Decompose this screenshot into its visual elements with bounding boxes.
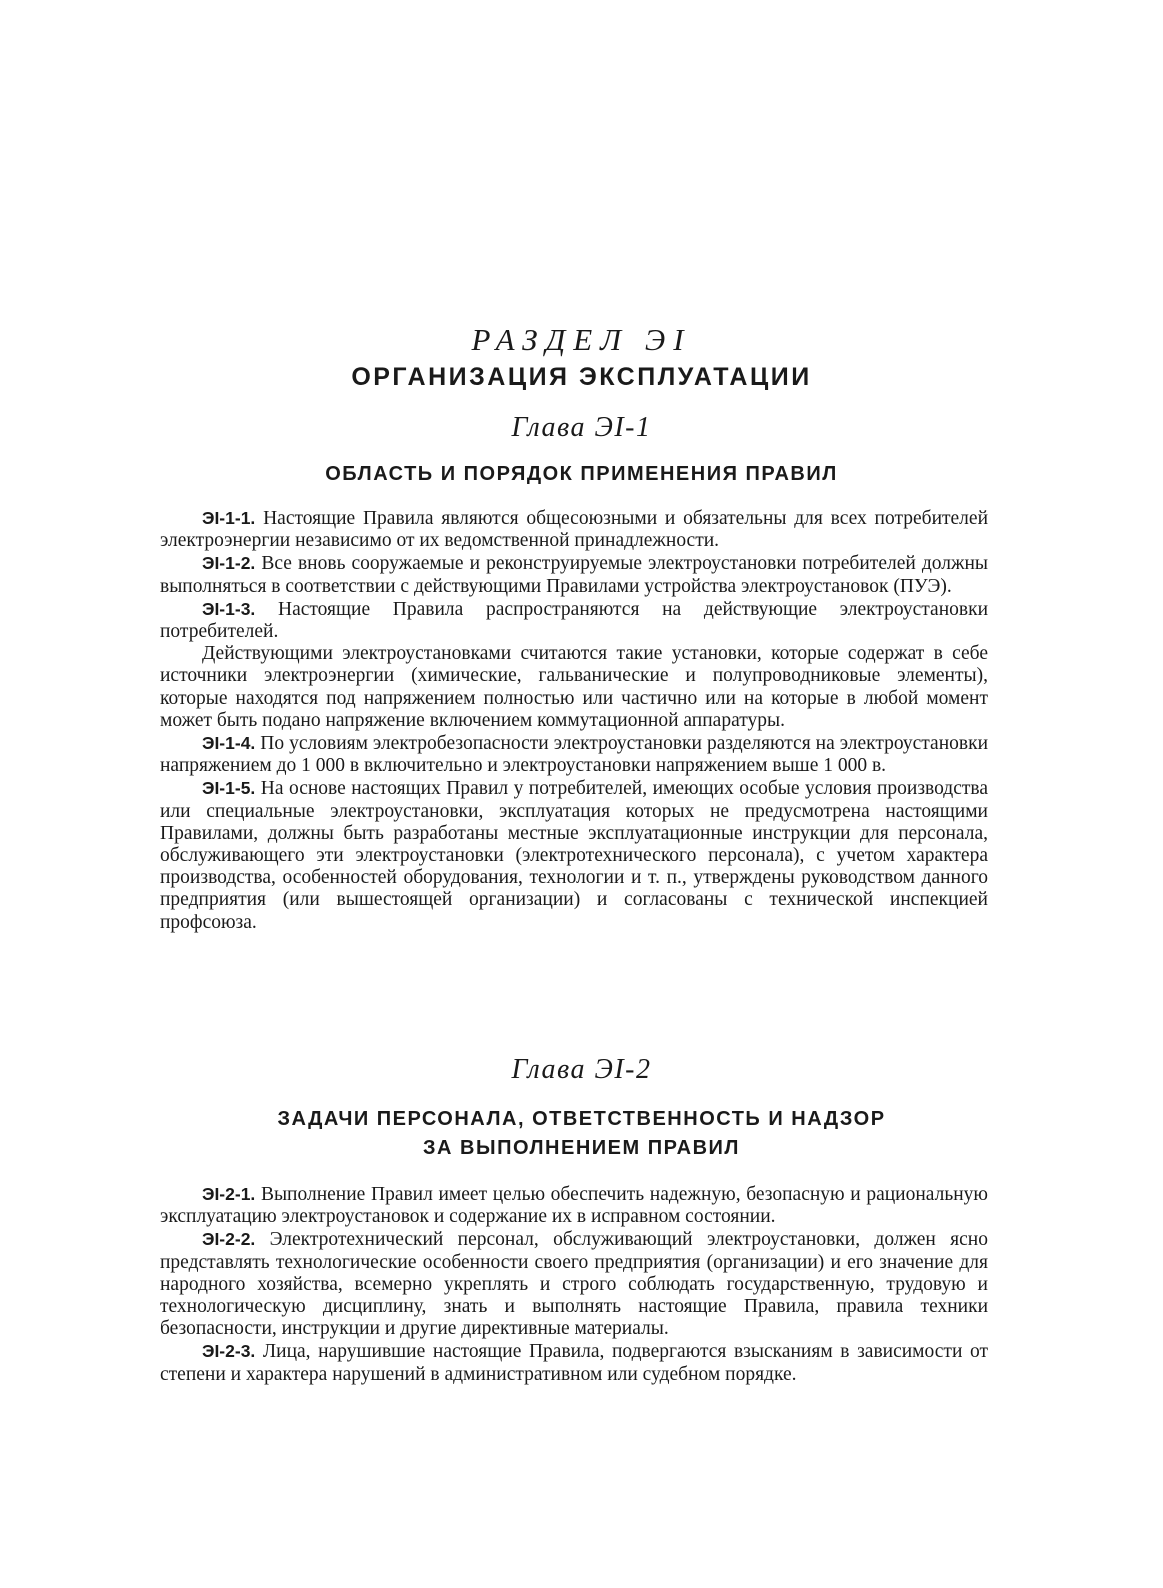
paragraph-text: Лица, нарушившие настоящие Правила, подвергаются взысканиям в зависимости от степени и характера нарушений в административном или судебном порядке. xyxy=(160,1341,989,1385)
paragraph-number: ЭI-2-3. xyxy=(202,1341,256,1362)
paragraph-number: ЭI-1-4. xyxy=(202,733,256,754)
chapter-2-body xyxy=(160,1183,988,1386)
paragraph-number: ЭI-1-5. xyxy=(202,778,256,799)
paragraph-2-1 xyxy=(160,1183,988,1228)
paragraph-1-3-continued xyxy=(160,643,988,732)
paragraph-1-3 xyxy=(160,598,988,643)
paragraph-1-2 xyxy=(160,552,988,597)
paragraph-number: ЭI-2-2. xyxy=(202,1229,256,1250)
paragraph-number: ЭI-1-3. xyxy=(202,598,256,619)
chapter-1-label: Глава ЭI-1 xyxy=(511,412,652,443)
paragraph-2-3 xyxy=(160,1340,988,1385)
paragraph-text: Выполнение Правил имеет целью обеспечить надежную, безопасную и рациональную эксплуатацию электроустановок и содержание их в исправном состоянии. xyxy=(160,1184,989,1228)
section-label: РАЗДЕЛ ЭI xyxy=(471,322,692,357)
paragraph-1-1 xyxy=(160,507,988,552)
chapter-1-body xyxy=(160,507,988,934)
chapter-2-title-line-1: ЗАДАЧИ ПЕРСОНАЛА, ОТВЕТСТВЕННОСТЬ И НАДЗОР xyxy=(277,1108,886,1130)
paragraph-text: На основе настоящих Правил у потребителей, имеющих особые условия производства или специальные электроустановки, эксплуатация которых не предусмотрена настоящими Правилами, должны быть разработаны местные эксплуатационные инструкции для персонала, обслуживающего эти электроустановки (электротехнического персонала), с учетом характера производства, особенностей оборудования, технологии и т. п., утверждены руководством данного предприятия (или вышестоящей организации) и согласованы с технической инспекцией профсоюза. xyxy=(160,778,988,933)
paragraph-1-5 xyxy=(160,777,988,933)
paragraph-text: По условиям электробезопасности электроустановки разделяются на электроустановки напряжением до 1 000 в включительно и электроустановки напряжением выше 1 000 в. xyxy=(160,733,988,777)
paragraph-text: Настоящие Правила распространяются на действующие электроустановки потребителей. xyxy=(160,598,989,643)
chapter-2-title-line-2: ЗА ВЫПОЛНЕНИЕМ ПРАВИЛ xyxy=(423,1137,740,1159)
chapter-2-label: Глава ЭI-2 xyxy=(511,1054,652,1085)
chapter-1-title: ОБЛАСТЬ И ПОРЯДОК ПРИМЕНЕНИЯ ПРАВИЛ xyxy=(325,463,838,485)
section-title: ОРГАНИЗАЦИЯ ЭКСПЛУАТАЦИИ xyxy=(351,363,812,391)
paragraph-1-4 xyxy=(160,732,988,777)
paragraph-text: Настоящие Правила являются общесоюзными и обязательны для всех потребителей электроэнергии независимо от их ведомственной принадлежности. xyxy=(160,508,989,552)
paragraph-number: ЭI-1-1. xyxy=(202,508,256,528)
paragraph-2-2 xyxy=(160,1228,988,1340)
paragraph-text: Действующими электроустановками считаются такие установки, которые содержат в себе источники электроэнергии (химические, гальванические и полупроводниковые элементы), которые находятся под напряжением полностью или частично или на которые в любой момент может быть подано напряжение включением коммутационной аппаратуры. xyxy=(160,643,988,731)
paragraph-text: Электротехнический персонал, обслуживающий электроустановки, должен ясно представлять технологические особенности своего предприятия (организации) и его значение для народного хозяйства, всемерно укреплять и строго соблюдать государственную, трудовую и технологическую дисциплину, знать и выполнять настоящие Правила, правила техники безопасности, инструкции и другие директивные материалы. xyxy=(160,1229,988,1340)
paragraph-text: Все вновь сооружаемые и реконструируемые электроустановки потребителей должны выполняться в соответствии с действующими Правилами устройства электроустановок (ПУЭ). xyxy=(160,553,988,597)
paragraph-number: ЭI-2-1. xyxy=(202,1184,256,1204)
paragraph-number: ЭI-1-2. xyxy=(202,553,256,574)
